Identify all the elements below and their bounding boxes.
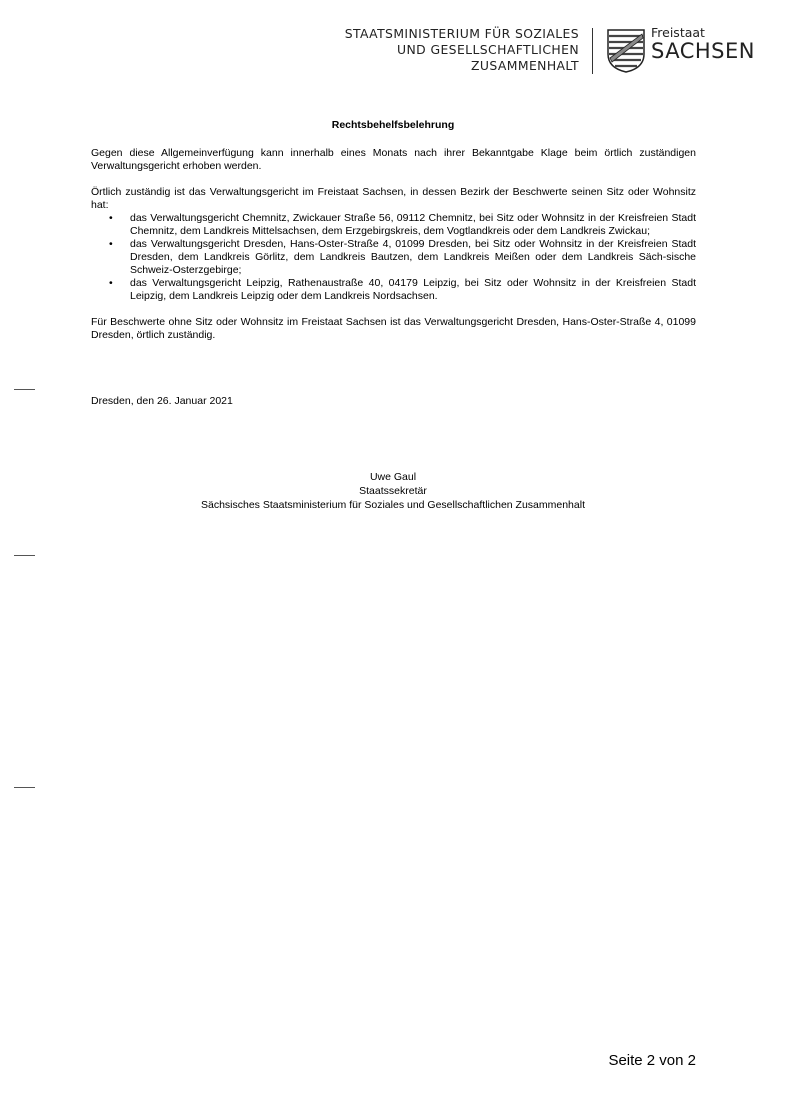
fold-mark [14, 389, 35, 390]
list-item [91, 238, 696, 277]
fold-mark [14, 555, 35, 556]
signatory-name: Uwe Gaul [369, 471, 417, 483]
ministry-name [345, 26, 579, 74]
paragraph-fallback: Für Beschwerte ohne Sitz oder Wohnsitz im Freistaat Sachsen ist das Verwaltungsgericht Dresden, Hans-Oster-Straße 4, 01099 Dresden, örtlich zuständig. [91, 316, 696, 341]
fold-mark [14, 787, 35, 788]
state-wordmark [651, 26, 755, 62]
court-text: das Verwaltungsgericht Dresden, Hans-Oster-Straße 4, 01099 Dresden, bei Sitz oder Wohnsitz in der Kreisfreien Stadt Dresden, dem Landkreis Görlitz, dem Landkreis Bautzen, dem Landkreis Meißen oder dem Landkreis Säch-sische Schweiz-Osterzgebirge; [130, 238, 696, 276]
court-text: das Verwaltungsgericht Leipzig, Rathenaustraße 40, 04179 Leipzig, bei Sitz oder Wohnsitz in der Kreisfreien Stadt Leipzig, dem Landkreis Leipzig oder dem Landkreis Nordsachsen. [130, 277, 696, 302]
list-item [91, 277, 696, 303]
document-title: Rechtsbehelfsbelehrung [331, 119, 455, 131]
header-divider [592, 28, 593, 74]
signatory-organization: Sächsisches Staatsministerium für Soziales und Gesellschaftlichen Zusammenhalt [200, 499, 585, 511]
page-number: Seite 2 von 2 [608, 1052, 696, 1069]
document-body [91, 147, 696, 342]
bullet-icon: • [109, 238, 113, 250]
state-label-big: SACHSEN [651, 39, 755, 63]
paragraph-jurisdiction: Örtlich zuständig ist das Verwaltungsgericht im Freistaat Sachsen, in dessen Bezirk der Beschwerte seinen Sitz oder Wohnsitz hat: [91, 186, 696, 211]
paragraph-appeal: Gegen diese Allgemeinverfügung kann innerhalb eines Monats nach ihrer Bekanntgabe Klage beim örtlich zuständigen Verwaltungsgericht erhoben werden. [91, 147, 696, 172]
signatory-role: Staatssekretär [359, 485, 427, 497]
ministry-line-2: UND GESELLSCHAFTLICHEN [397, 42, 579, 57]
ministry-line-3: ZUSAMMENHALT [471, 58, 579, 73]
saxony-coat-of-arms-icon [606, 28, 646, 74]
signature-block [0, 470, 786, 512]
date-line: Dresden, den 26. Januar 2021 [91, 395, 233, 407]
court-text: das Verwaltungsgericht Chemnitz, Zwickauer Straße 56, 09112 Chemnitz, bei Sitz oder Wohnsitz in der Kreisfreien Stadt Chemnitz, dem Landkreis Mittelsachsen, dem Erzgebirgskreis, dem Vogtlandkreis oder dem Landkreis Zwickau; [130, 212, 696, 237]
bullet-icon: • [109, 212, 113, 224]
bullet-icon: • [109, 277, 113, 289]
ministry-line-1: STAATSMINISTERIUM FÜR SOZIALES [344, 26, 579, 41]
list-item [91, 212, 696, 238]
court-list [91, 212, 696, 303]
state-label-small: Freistaat [651, 25, 705, 40]
letterhead [0, 26, 786, 78]
